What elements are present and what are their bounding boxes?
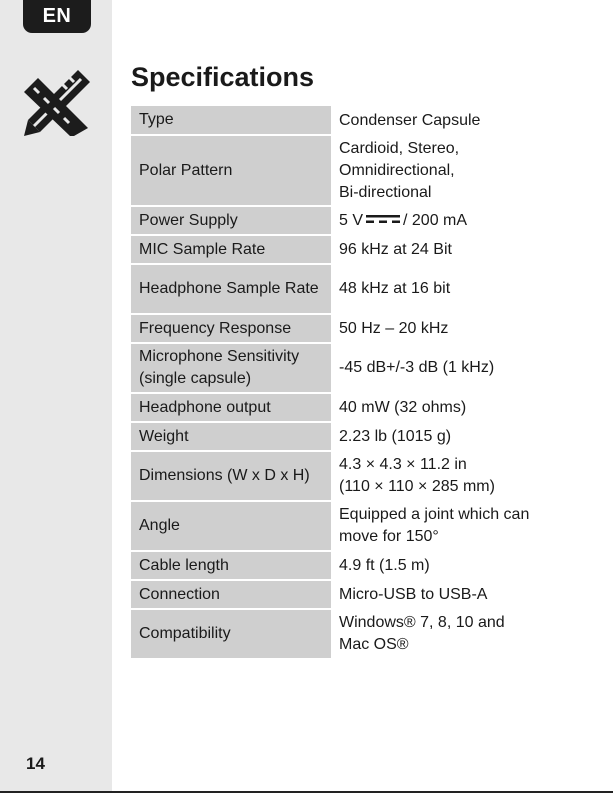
spec-value-line: Equipped a joint which can [339,506,530,523]
spec-value-line: Micro-USB to USB-A [339,585,488,603]
tools-icon [20,66,92,138]
spec-value-line: Bi-directional [339,183,432,201]
spec-label: Angle [131,501,331,551]
spec-label: Power Supply [131,206,331,235]
spec-value-line: -45 dB+/-3 dB (1 kHz) [339,359,495,376]
spec-value [331,106,607,135]
spec-value [331,135,607,206]
spec-row [131,422,607,451]
spec-value [331,580,607,609]
spec-value-line: 48 kHz at 16 bit [339,280,451,297]
spec-value [331,422,607,451]
spec-label: Type [131,106,331,135]
spec-value [331,609,607,659]
page-title: Specifications [131,62,315,92]
spec-label: Compatibility [131,609,331,659]
spec-row [131,451,607,501]
spec-row [131,106,607,135]
spec-value [331,206,607,235]
spec-value [331,551,607,580]
language-tab [23,0,91,33]
dc-symbol-icon [366,214,400,224]
spec-label: Cable length [131,551,331,580]
power-current: / 200 mA [403,211,468,229]
language-label: EN [42,5,72,27]
spec-value [331,235,607,264]
spec-row [131,501,607,551]
spec-value-line: 40 mW (32 ohms) [339,398,467,416]
spec-value-line: 50 Hz – 20 kHz [339,319,449,337]
spec-value-line: 2.23 lb (1015 g) [339,427,452,445]
spec-label: Dimensions (W x D x H) [131,451,331,501]
spec-value-line: Condenser Capsule [339,111,481,129]
spec-label: Headphone output [131,393,331,422]
spec-value-line: 96 kHz at 24 Bit [339,240,452,258]
spec-row [131,551,607,580]
spec-table [131,106,607,660]
spec-value [331,501,607,551]
spec-value [331,451,607,501]
spec-label: Polar Pattern [131,135,331,206]
spec-value [331,343,607,393]
spec-row [131,235,607,264]
spec-value-line: Windows® 7, 8, 10 and [339,614,505,631]
page-number: 14 [26,754,45,773]
spec-value-line: 4.3 × 4.3 × 11.2 in [339,456,467,473]
spec-label: MIC Sample Rate [131,235,331,264]
spec-label: Weight [131,422,331,451]
spec-value-line: 4.9 ft (1.5 m) [339,556,430,574]
spec-row [131,135,607,206]
spec-row [131,343,607,393]
spec-value [331,393,607,422]
spec-label: Microphone Sensitivity (single capsule) [131,343,331,393]
spec-value-line: Mac OS® [339,636,409,653]
spec-row [131,580,607,609]
spec-row [131,206,607,235]
spec-label: Connection [131,580,331,609]
power-voltage: 5 V [339,211,364,229]
spec-value-line: move for 150° [339,528,439,545]
spec-row [131,609,607,659]
spec-value-line: (110 × 110 × 285 mm) [339,478,495,495]
spec-row [131,314,607,343]
spec-label: Headphone Sample Rate [131,264,331,314]
spec-row [131,264,607,314]
spec-value-line: Cardioid, Stereo, [339,139,460,157]
spec-value-line: Omnidirectional, [339,161,455,179]
spec-row [131,393,607,422]
spec-value [331,314,607,343]
spec-value [331,264,607,314]
spec-label: Frequency Response [131,314,331,343]
